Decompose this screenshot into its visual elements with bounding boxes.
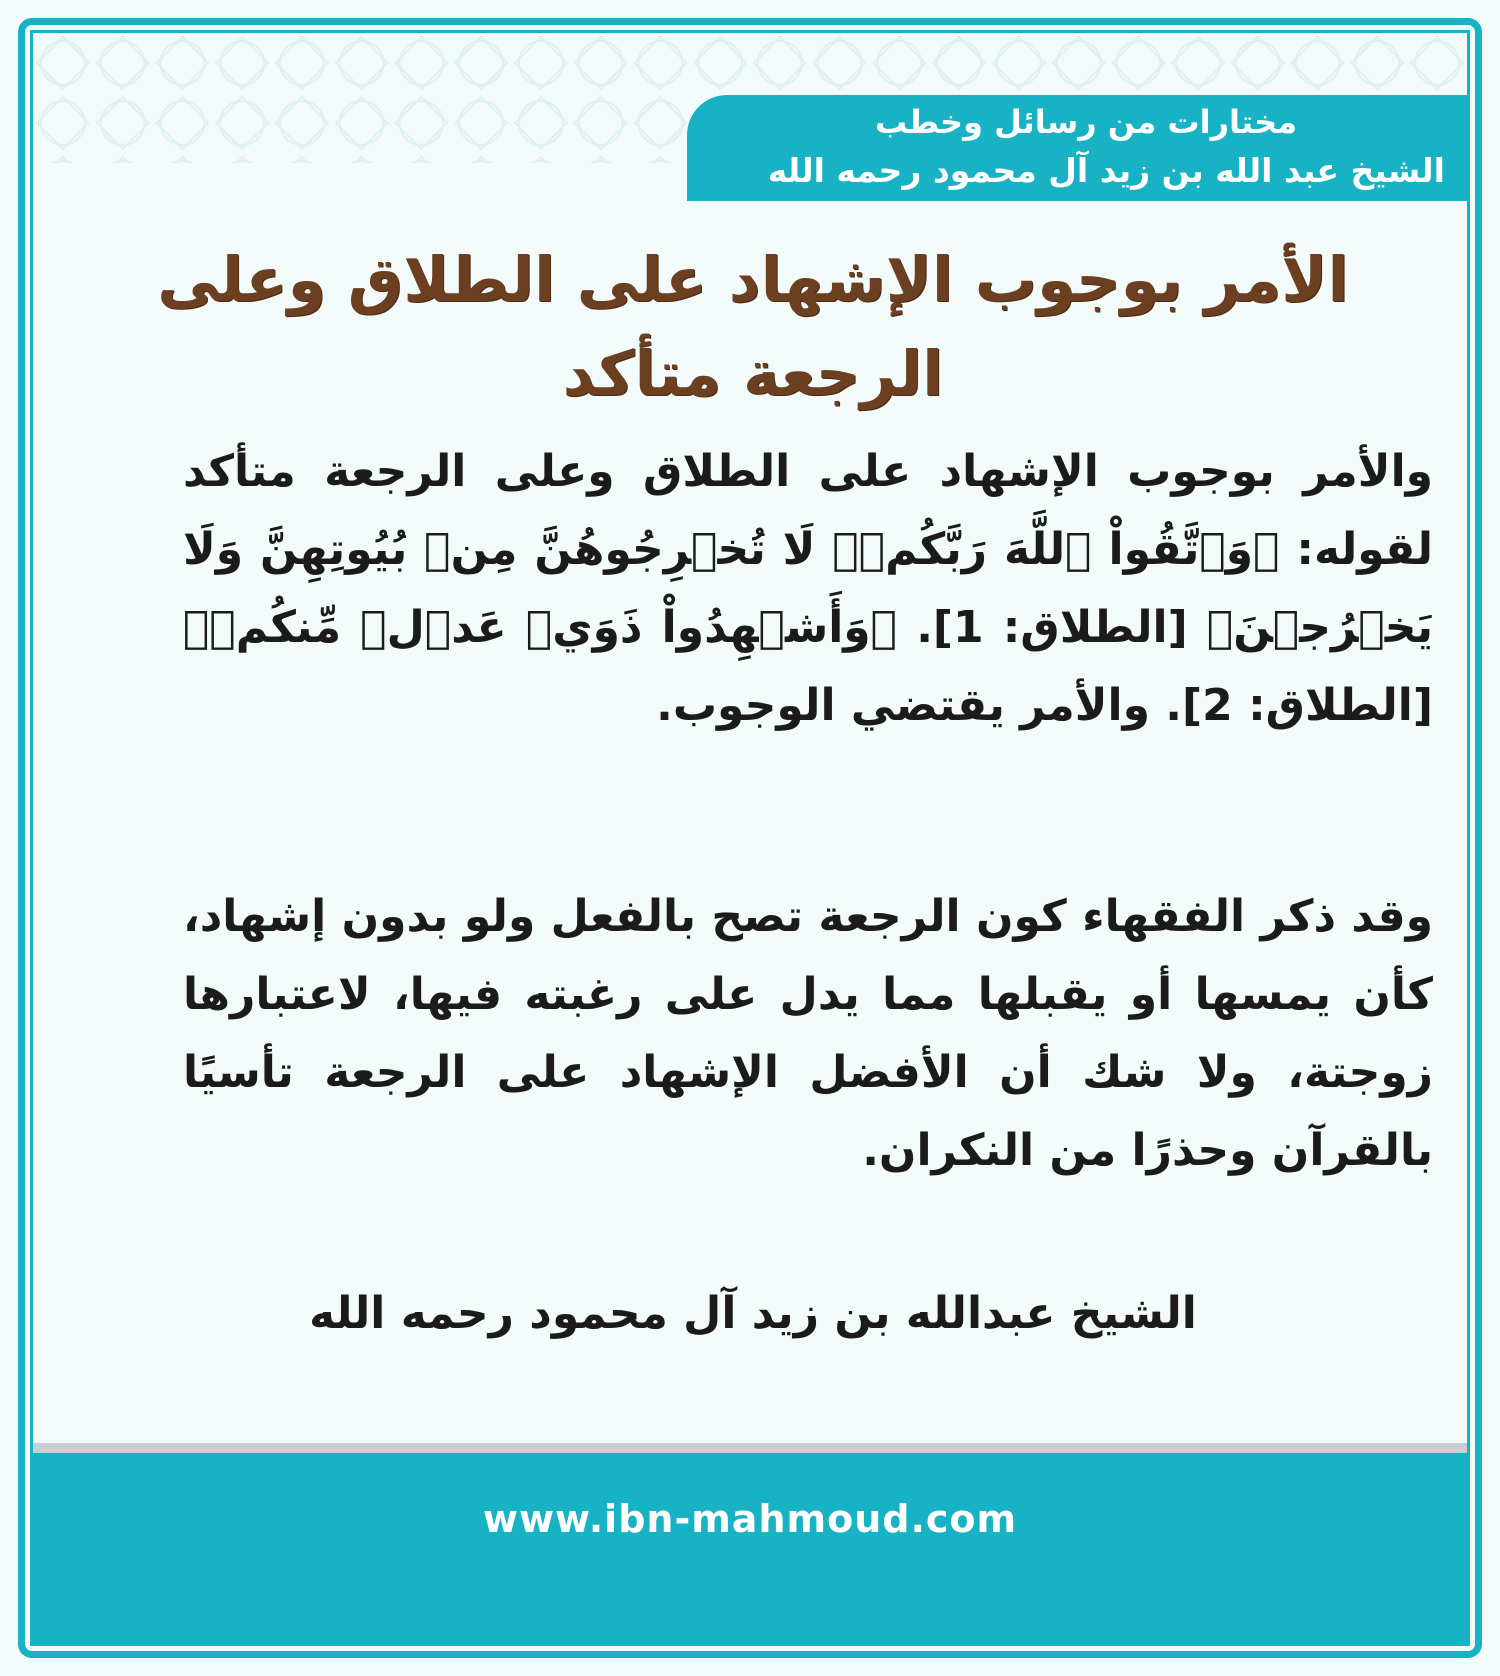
header-banner <box>687 95 1467 201</box>
content-card <box>30 30 1470 1646</box>
website-link[interactable]: www.ibn-mahmoud.com <box>482 1497 1018 1541</box>
paragraph-2: وقد ذكر الفقهاء كون الرجعة تصح بالفعل ولو بدون إشهاد، كأن يمسها أو يقبلها مما يدل على رغبته فيها، لاعتبارها زوجتة، ولا شك أن الأفضل الإشهاد على الرجعة تأسيًا بالقرآن وحذرًا من النكران. <box>183 891 1433 1176</box>
page-title: الأمر بوجوب الإشهاد على الطلاق وعلى الرجعة متأكد <box>157 243 1349 410</box>
footer-band <box>33 1443 1467 1643</box>
author-signature: الشيخ عبدالله بن زيد آل محمود رحمه الله <box>309 1288 1197 1339</box>
paragraph-1: والأمر بوجوب الإشهاد على الطلاق وعلى الرجعة متأكد لقوله: ﴿وَٱتَّقُواْ ٱللَّهَ رَبَّكُمۡۖ لَا تُخۡرِجُوهُنَّ مِنۢ بُيُوتِهِنَّ وَلَا يَخۡرُجۡنَ﴾ [الطلاق: 1]. ﴿وَأَشۡهِدُواْ ذَوَيۡ عَدۡلٖ مِّنكُمۡ﴾ [الطلاق: 2]. والأمر يقتضي الوجوب. <box>183 446 1433 731</box>
header-series-title: مختارات من رسائل وخطب <box>874 103 1297 141</box>
header-author-name: الشيخ عبد الله بن زيد آل محمود رحمه الله <box>767 151 1445 190</box>
